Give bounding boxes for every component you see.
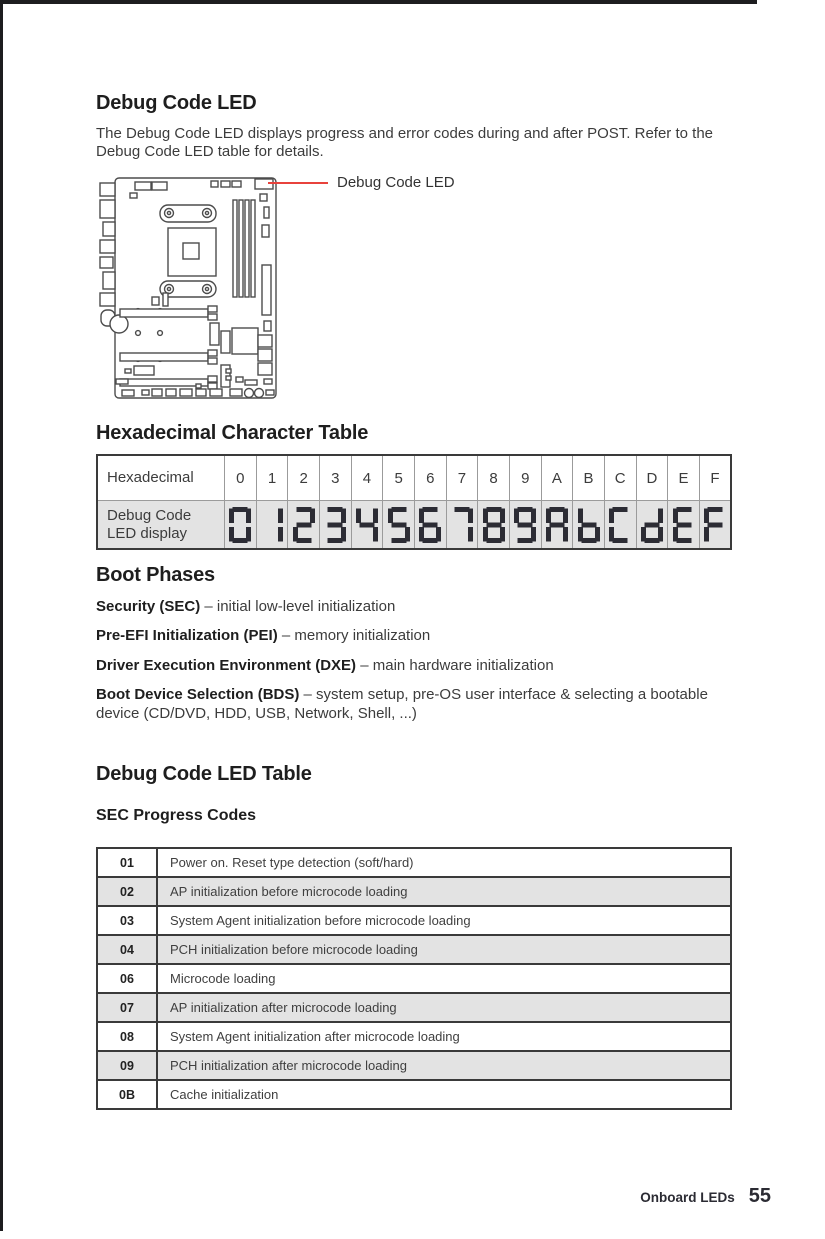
hex-char-cell: 7: [446, 455, 478, 501]
sec-progress-codes-table: [96, 847, 732, 1110]
progress-description: System Agent initialization after microcode loading: [157, 1022, 731, 1051]
progress-description: PCH initialization before microcode loading: [157, 935, 731, 964]
page-number: 55: [748, 1185, 771, 1207]
progress-description: AP initialization before microcode loading: [157, 877, 731, 906]
table-row: [97, 906, 731, 935]
progress-description: System Agent initialization before microcode loading: [157, 906, 731, 935]
hex-char-cell: 0: [225, 455, 257, 501]
progress-code: 03: [97, 906, 157, 935]
seven-segment-cell: [478, 501, 510, 549]
seven-segment-cell: [383, 501, 415, 549]
seven-segment-cell: [509, 501, 541, 549]
boot-phase-desc: – memory initialization: [277, 627, 431, 645]
seven-segment-cell: [225, 501, 257, 549]
seven-segment-cell: [699, 501, 731, 549]
seven-segment-cell: [446, 501, 478, 549]
seven-segment-cell: [636, 501, 668, 549]
hex-char-cell: 3: [319, 455, 351, 501]
section-title-hex-table: Hexadecimal Character Table: [96, 421, 369, 444]
hex-char-cell: 9: [509, 455, 541, 501]
hex-char-cell: C: [604, 455, 636, 501]
table-row: [97, 877, 731, 906]
hex-char-cell: 1: [256, 455, 288, 501]
boot-phase-name: Pre-EFI Initialization (PEI): [96, 627, 278, 645]
boot-phase-name: Boot Device Selection (BDS): [96, 686, 300, 704]
progress-description: PCH initialization after microcode loading: [157, 1051, 731, 1080]
page-scan-edge-top: [0, 0, 757, 4]
progress-code: 01: [97, 848, 157, 877]
progress-description: Microcode loading: [157, 964, 731, 993]
table-row: [97, 848, 731, 877]
progress-code: 02: [97, 877, 157, 906]
table-row: [97, 993, 731, 1022]
subsection-title-sec-progress-codes: SEC Progress Codes: [96, 807, 257, 825]
callout-line: [268, 182, 328, 185]
seven-segment-cell: [414, 501, 446, 549]
footer-section-label: Onboard LEDs: [640, 1190, 735, 1205]
boot-phase-sec: [96, 598, 732, 616]
progress-code: 09: [97, 1051, 157, 1080]
page-content: [96, 92, 732, 1110]
boot-phase-desc: – initial low-level initialization: [200, 597, 396, 615]
motherboard-diagram: [96, 173, 732, 405]
table-row: [97, 1080, 731, 1109]
hex-char-cell: 4: [351, 455, 383, 501]
seven-segment-cell: [319, 501, 351, 549]
section-title-led-table: Debug Code LED Table: [96, 763, 312, 786]
page-scan-edge-left: [0, 0, 3, 1231]
intro-paragraph: The Debug Code LED displays progress and error codes during and after POST. Refer to the Debug Code LED table for details.: [96, 125, 713, 161]
progress-code: 04: [97, 935, 157, 964]
boot-phase-name: Security (SEC): [96, 597, 201, 615]
seven-segment-cell: [604, 501, 636, 549]
hex-char-cell: 6: [414, 455, 446, 501]
table-row: [97, 1051, 731, 1080]
hex-char-cell: 8: [478, 455, 510, 501]
progress-code: 08: [97, 1022, 157, 1051]
motherboard-drawing: [98, 173, 285, 405]
progress-description: AP initialization after microcode loading: [157, 993, 731, 1022]
boot-phase-pei: [96, 627, 732, 645]
section-title-boot-phases: Boot Phases: [96, 563, 215, 586]
page-footer: [0, 1185, 771, 1208]
seven-segment-cell: [351, 501, 383, 549]
hex-char-cell: F: [699, 455, 731, 501]
hex-char-cell: E: [668, 455, 700, 501]
table-row: [97, 1022, 731, 1051]
progress-description: Power on. Reset type detection (soft/hard): [157, 848, 731, 877]
section-title-debug-code-led: Debug Code LED: [96, 92, 257, 114]
seven-segment-cell: [288, 501, 320, 549]
hex-char-cell: B: [573, 455, 605, 501]
seven-segment-cell: [668, 501, 700, 549]
hex-char-cell: A: [541, 455, 573, 501]
progress-code: 0B: [97, 1080, 157, 1109]
boot-phase-dxe: [96, 657, 732, 675]
table-row: [97, 935, 731, 964]
hex-char-cell: D: [636, 455, 668, 501]
seven-segment-cell: [573, 501, 605, 549]
progress-description: Cache initialization: [157, 1080, 731, 1109]
progress-code: 06: [97, 964, 157, 993]
hex-char-cell: 5: [383, 455, 415, 501]
callout-label: Debug Code LED: [337, 173, 455, 191]
led-display-row-label: Debug Code LED display: [97, 501, 225, 549]
boot-phase-desc: – main hardware initialization: [356, 656, 554, 674]
hex-row-label: Hexadecimal: [97, 455, 225, 501]
boot-phase-desc: – system setup, pre-OS user interface & selecting a bootable device (CD/DVD, HDD, USB, Network, Shell, ...): [96, 686, 708, 722]
progress-code: 07: [97, 993, 157, 1022]
boot-phase-bds: [96, 686, 732, 723]
hex-char-cell: 2: [288, 455, 320, 501]
seven-segment-cell: [541, 501, 573, 549]
boot-phase-name: Driver Execution Environment (DXE): [96, 656, 357, 674]
seven-segment-cell: [256, 501, 288, 549]
table-row: [97, 964, 731, 993]
hexadecimal-character-table: [96, 454, 732, 550]
